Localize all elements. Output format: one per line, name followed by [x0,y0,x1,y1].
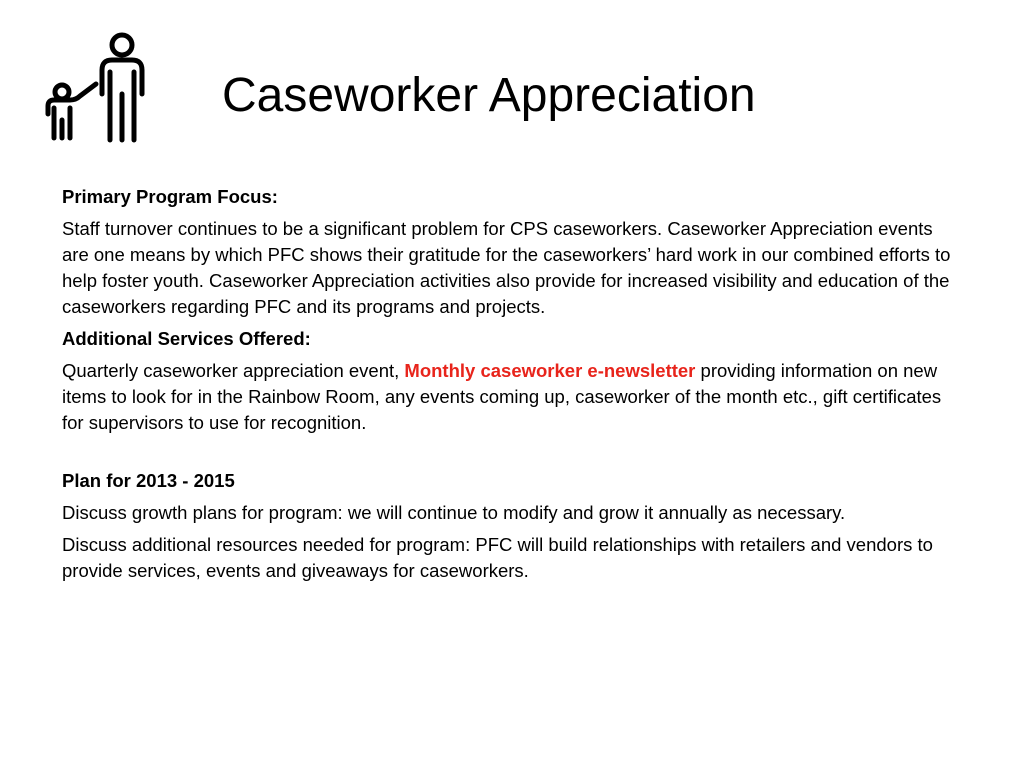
plan-growth-text: Discuss growth plans for program: we will continue to modify and grow it annually as necessary. [62,502,846,523]
services-text-before: Quarterly caseworker appreciation event, [62,360,405,381]
services-text [62,358,962,436]
plan-heading: Plan for 2013 - 2015 [62,470,235,491]
slide-body [62,184,962,590]
focus-text: Staff turnover continues to be a significant problem for CPS caseworkers. Caseworker Appreciation events are one means by which PFC shows their gratitude for the caseworkers’ hard work in our combined efforts to help foster youth. Caseworker Appreciation activities also provide for increased visibility and education of the caseworkers regarding PFC and its programs and projects. [62,218,951,317]
spacer [62,442,962,468]
newsletter-highlight: Monthly caseworker e-newsletter [404,360,696,381]
adult-child-icon [40,32,156,144]
plan-resources-text: Discuss additional resources needed for program: PFC will build relationships with retailers and vendors to provide services, events and giveaways for caseworkers. [62,534,933,581]
services-heading: Additional Services Offered: [62,328,311,349]
services-text-after: providing information on new items to look for in the Rainbow Room, any events coming up, caseworker of the month etc., gift certificates for supervisors to use for recognition. [62,360,942,433]
slide-title: Caseworker Appreciation [222,69,756,122]
focus-heading: Primary Program Focus: [62,186,278,207]
